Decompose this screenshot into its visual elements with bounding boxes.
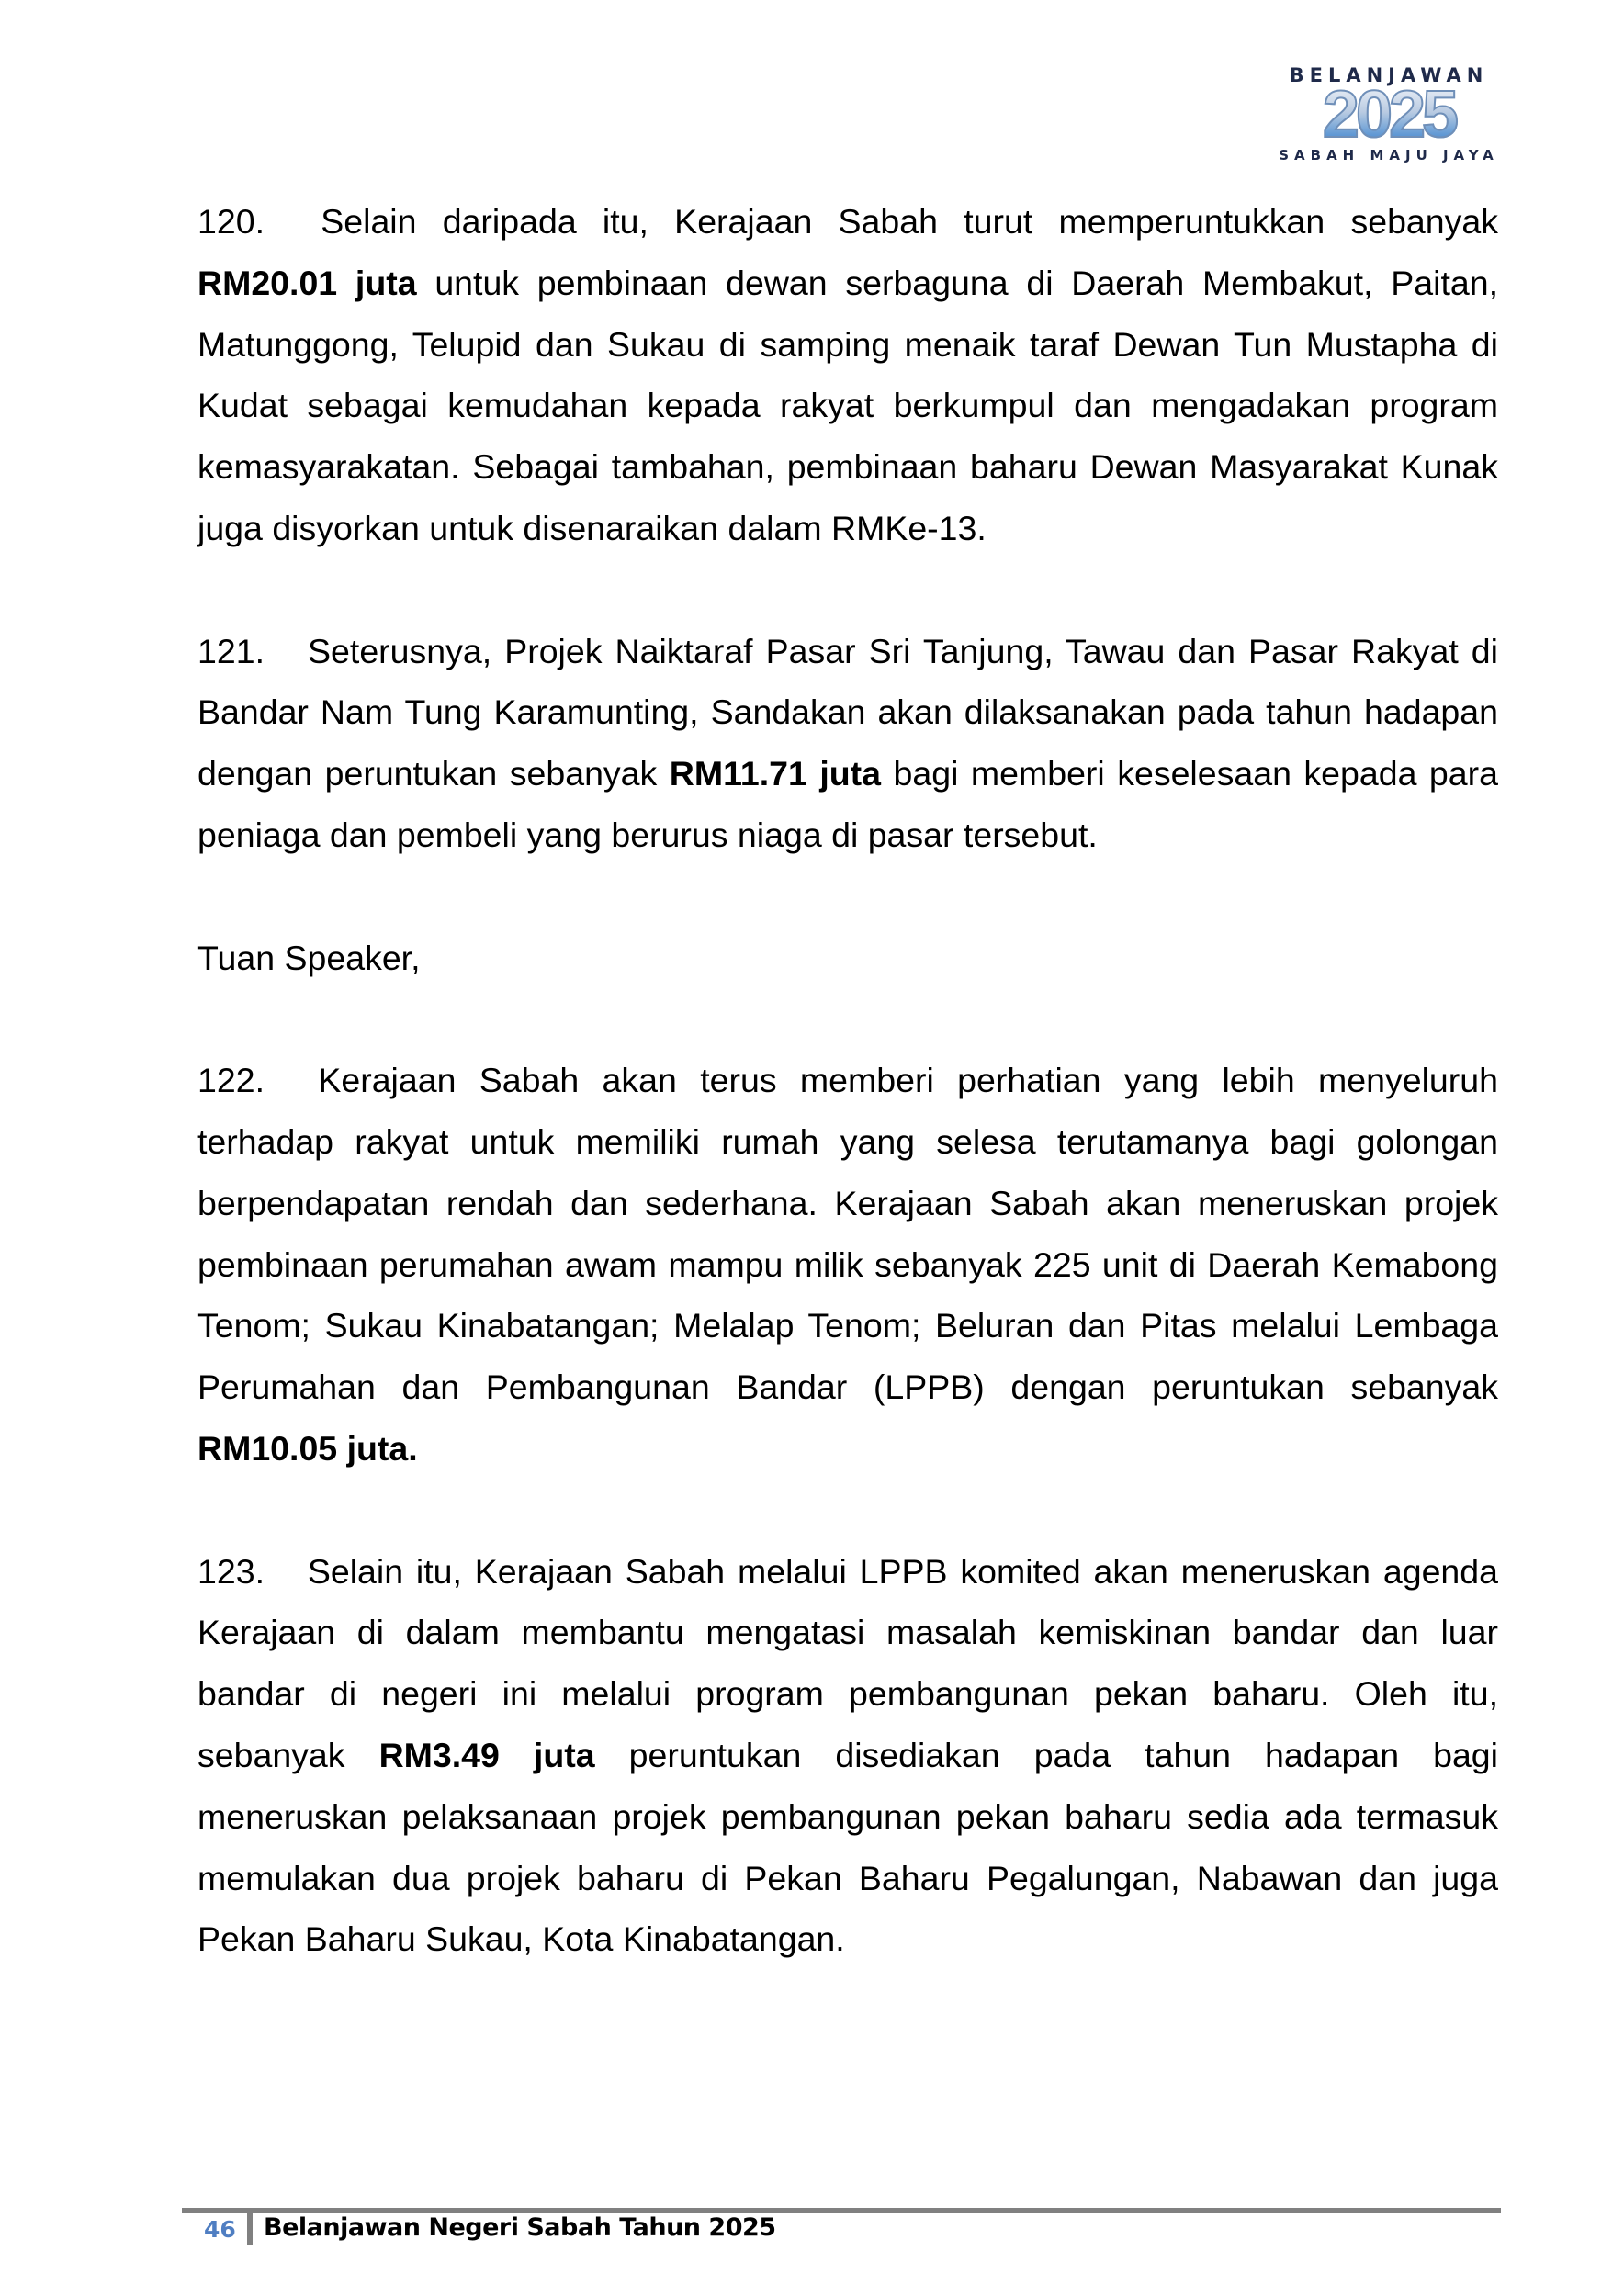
- paragraph-text: untuk pembinaan dewan serbaguna di Daerah Membakut, Paitan, Matunggong, Telupid dan Sukau di samping menaik taraf Dewan Tun Mustapha di Kudat sebagai kemudahan kepada rakyat berkumpul dan mengadakan program kemasyarakatan. Sebagai tambahan, pembinaan baharu Dewan Masyarakat Kunak juga disyorkan untuk disenaraikan dalam RMKe-13.: [197, 263, 1498, 547]
- paragraph-text: Selain itu, Kerajaan Sabah melalui LPPB komited akan meneruskan agenda Kerajaan di dalam membantu mengatasi masalah kemiskinan bandar dan luar bandar di negeri ini melalui program pembangunan pekan baharu. Oleh itu, sebanyak: [197, 1551, 1498, 1774]
- paragraph-text: Seterusnya, Projek Naiktaraf Pasar Sri Tanjung, Tawau dan Pasar Rakyat di Bandar Nam Tung Karamunting, Sandakan akan dilaksanakan pada tahun hadapan dengan peruntukan sebanyak: [197, 631, 1498, 793]
- page-number: 46: [204, 2216, 236, 2243]
- paragraph-120: [197, 191, 1498, 559]
- paragraph-number: 121.: [197, 631, 265, 670]
- paragraph-121: [197, 621, 1498, 866]
- belanjawan-2025-logo: [1260, 57, 1517, 174]
- paragraph-number: 123.: [197, 1551, 265, 1591]
- paragraph-number: 122.: [197, 1061, 265, 1100]
- paragraph-text: bagi memberi keselesaan kepada para peniaga dan pembeli yang berurus niaga di pasar tersebut.: [197, 754, 1498, 854]
- paragraph-text: peruntukan disediakan pada tahun hadapan bagi meneruskan pelaksanaan projek pembangunan pekan baharu sedia ada termasuk memulakan dua projek baharu di Pekan Baharu Pegalungan, Nabawan dan juga Pekan Baharu Sukau, Kota Kinabatangan.: [197, 1735, 1498, 1959]
- paragraph-122: [197, 1050, 1498, 1480]
- logo-tagline: SABAH MAJU JAYA: [1279, 147, 1499, 163]
- amount-highlight: RM3.49 juta: [378, 1735, 595, 1774]
- paragraph-text: Selain daripada itu, Kerajaan Sabah turut memperuntukkan sebanyak: [295, 202, 1498, 241]
- paragraph-123: [197, 1541, 1498, 1971]
- amount-highlight: RM10.05 juta.: [197, 1428, 418, 1468]
- footer-separator: [247, 2208, 253, 2245]
- logo-top-text: BELANJAWAN: [1289, 64, 1489, 86]
- document-body: [197, 191, 1498, 2032]
- paragraph-text: Kerajaan Sabah akan terus memberi perhatian yang lebih menyeluruh terhadap rakyat untuk memiliki rumah yang selesa terutamanya bagi golongan berpendapatan rendah dan sederhana. Kerajaan Sabah akan meneruskan projek pembinaan perumahan awam mampu milik sebanyak 225 unit di Daerah Kemabong Tenom; Sukau Kinabatangan; Melalap Tenom; Beluran dan Pitas melalui Lembaga Perumahan dan Pembangunan Bandar (LPPB) dengan peruntukan sebanyak: [197, 1061, 1498, 1407]
- paragraph-number: 120.: [197, 202, 265, 241]
- amount-highlight: RM11.71 juta: [669, 754, 882, 793]
- salutation: Tuan Speaker,: [197, 938, 421, 977]
- amount-highlight: RM20.01 juta: [197, 263, 417, 302]
- logo-year: 2025: [1260, 86, 1517, 143]
- footer-title: Belanjawan Negeri Sabah Tahun 2025: [264, 2213, 776, 2242]
